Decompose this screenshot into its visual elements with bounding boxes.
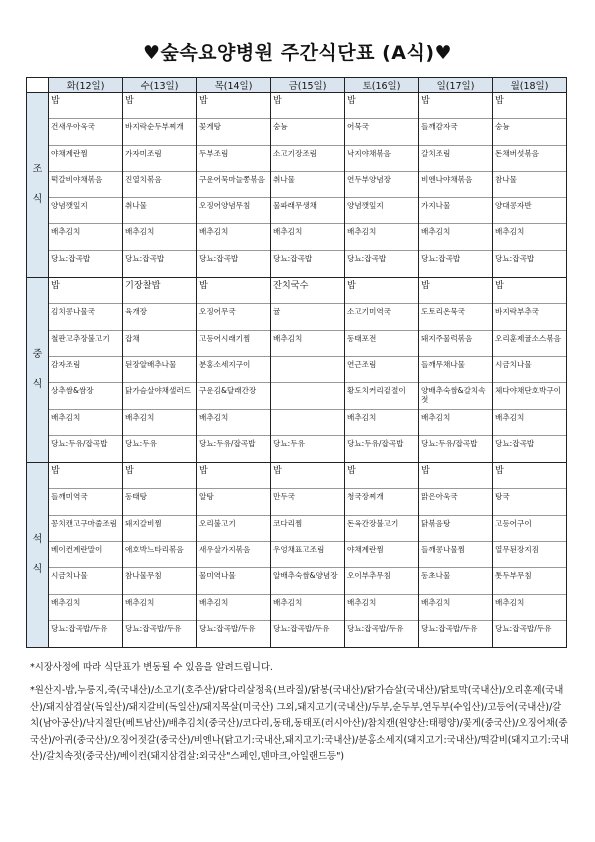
menu-item: 시금치나물 xyxy=(49,568,122,594)
menu-item: 밥 xyxy=(197,93,270,119)
menu-item: 비엔나야채볶음 xyxy=(419,172,492,198)
menu-item: 소고기미역국 xyxy=(345,304,418,330)
menu-item: 밥 xyxy=(345,278,418,304)
menu-item: 당뇨:잡곡밥/두유 xyxy=(421,623,478,633)
menu-item: 알탕 xyxy=(197,489,270,515)
menu-cell xyxy=(419,93,493,278)
menu-item: 당뇨:잡곡밥/두유 xyxy=(273,623,330,633)
meal-label-char: 중 xyxy=(32,349,43,361)
menu-item: 오이부추무침 xyxy=(345,568,418,594)
menu-cell xyxy=(419,463,493,648)
menu-item: 물파래무생채 xyxy=(271,198,344,224)
menu-item: 당뇨:두유 xyxy=(273,438,305,448)
meal-label-char: 식 xyxy=(32,379,43,391)
menu-item: 청국장찌개 xyxy=(345,489,418,515)
menu-item: 밥 xyxy=(197,463,270,489)
menu-item: 떡갈비야채볶음 xyxy=(49,172,122,198)
day-header: 목(14일) xyxy=(197,78,271,93)
menu-item: 들깨무채나물 xyxy=(419,357,492,383)
menu-item: 감자조림 xyxy=(49,357,122,383)
menu-item: 당뇨:두유/잡곡밥 xyxy=(421,438,478,448)
menu-item: 건새우아욱국 xyxy=(49,119,122,145)
menu-item: 만두국 xyxy=(271,489,344,515)
menu-cell xyxy=(197,278,271,463)
menu-item: 밥 xyxy=(123,93,196,119)
menu-cell xyxy=(271,93,345,278)
menu-item: 어묵국 xyxy=(345,119,418,145)
menu-item xyxy=(271,357,344,383)
day-header: 토(16일) xyxy=(345,78,419,93)
meal-label xyxy=(27,93,49,278)
menu-item: 낙지야채볶음 xyxy=(345,146,418,172)
menu-item: 배추김치 xyxy=(419,595,492,621)
menu-item: 돼지주물럭볶음 xyxy=(419,331,492,357)
menu-item: 양념깻잎지 xyxy=(49,198,122,224)
menu-item: 밥 xyxy=(419,463,492,489)
menu-item: 당뇨:잡곡밥 xyxy=(125,253,165,263)
menu-item: 배추김치 xyxy=(123,410,196,436)
menu-item: 가자미조림 xyxy=(123,146,196,172)
menu-cell xyxy=(197,463,271,648)
menu-item: 당뇨:잡곡밥 xyxy=(347,253,387,263)
menu-item: 구운어묵마늘쫑볶음 xyxy=(197,172,270,198)
menu-item: 배추김치 xyxy=(49,410,122,436)
menu-item: 김치콩나물국 xyxy=(49,304,122,330)
change-notice: *시장사정에 따라 식단표가 변동될 수 있음을 알려드립니다. xyxy=(30,662,273,673)
menu-item: 밥 xyxy=(493,278,566,304)
menu-item: 진열치볶음 xyxy=(123,172,196,198)
menu-item: 된장알배추나물 xyxy=(123,357,196,383)
menu-item: 배추김치 xyxy=(271,595,344,621)
menu-item: 바지락순두부찌개 xyxy=(123,119,196,145)
menu-item: 당뇨:두유 xyxy=(125,438,157,448)
menu-item: 기장찰밥 xyxy=(123,278,196,304)
menu-item: 코다리찜 xyxy=(271,516,344,542)
menu-item: 취나물 xyxy=(271,172,344,198)
menu-item: 배추김치 xyxy=(493,595,566,621)
menu-item: 꽁치캔고구마줄조림 xyxy=(49,516,122,542)
menu-cell xyxy=(123,463,197,648)
menu-item: 새우살가지볶음 xyxy=(197,542,270,568)
menu-item: 가지나물 xyxy=(419,198,492,224)
menu-cell xyxy=(49,278,123,463)
menu-item: 체다야채단호박구이 xyxy=(493,383,566,409)
menu-item: 돈채버섯볶음 xyxy=(493,146,566,172)
menu-item: 밥 xyxy=(271,463,344,489)
menu-cell xyxy=(493,278,567,463)
menu-item: 톳두부무침 xyxy=(493,568,566,594)
menu-cell xyxy=(49,463,123,648)
menu-item: 오징어양념무침 xyxy=(197,198,270,224)
menu-item: 알배추숙쌈&양념장 xyxy=(271,568,344,594)
menu-item: 당뇨:잡곡밥 xyxy=(199,253,239,263)
meal-row xyxy=(27,278,567,463)
menu-item: 양념깻잎지 xyxy=(345,198,418,224)
meal-row xyxy=(27,463,567,648)
menu-item: 당뇨:잡곡밥 xyxy=(495,253,535,263)
menu-item: 들깨콩나물찜 xyxy=(419,542,492,568)
menu-item: 당뇨:잡곡밥 xyxy=(495,438,535,448)
menu-cell xyxy=(123,278,197,463)
menu-item: 잡채 xyxy=(123,331,196,357)
menu-item: 동태포전 xyxy=(345,331,418,357)
menu-item: 물미역나물 xyxy=(197,568,270,594)
menu-item: 갈치조림 xyxy=(419,146,492,172)
menu-item: 베이컨계란말이 xyxy=(49,542,122,568)
menu-item: 배추김치 xyxy=(123,224,196,250)
menu-item: 귤 xyxy=(271,304,344,330)
menu-item xyxy=(271,410,344,436)
menu-item: 밥 xyxy=(493,93,566,119)
menu-item: 고등어구이 xyxy=(493,516,566,542)
menu-item: 배추김치 xyxy=(197,595,270,621)
menu-item: 야채계란찜 xyxy=(49,146,122,172)
meal-label-char: 석 xyxy=(32,534,43,546)
menu-item: 들깨감자국 xyxy=(419,119,492,145)
menu-item: 고등어시래기찜 xyxy=(197,331,270,357)
menu-item: 시금치나물 xyxy=(493,357,566,383)
menu-item: 취나물 xyxy=(123,198,196,224)
menu-item: 연두부양념장 xyxy=(345,172,418,198)
menu-item: 분홍소세지구이 xyxy=(197,357,270,383)
menu-item: 돈육간장불고기 xyxy=(345,516,418,542)
menu-item: 철판고추장불고기 xyxy=(49,331,122,357)
menu-item: 바지락부추국 xyxy=(493,304,566,330)
day-header: 월(18일) xyxy=(493,78,567,93)
day-header: 금(15일) xyxy=(271,78,345,93)
menu-item: 황도치커리겉절이 xyxy=(345,383,418,409)
menu-cell xyxy=(419,278,493,463)
menu-item: 배추김치 xyxy=(197,224,270,250)
day-header: 일(17일) xyxy=(419,78,493,93)
menu-item: 밥 xyxy=(49,278,122,304)
menu-item: 돼지갈비찜 xyxy=(123,516,196,542)
menu-item: 닭볶음탕 xyxy=(419,516,492,542)
menu-item: 배추김치 xyxy=(345,595,418,621)
origin-notice: *원산지-밥,누룽지,죽(국내산)/소고기(호주산)/닭다리살정육(브라질)/닭봉(국내산)/닭가슴살(국내산)/닭토막(국내산)/오리훈제(국내산)/돼지삼겹살(독일산)/돼지갈비(독일산)/돼지목살(미국산) 그외,돼지고기(국내산)/두부,순두부,연두부(수입산)/고등어(국내산)/갈치(남아공산)/낙지절단(베트남산)/배추김치(중국산)/코다리,동태,동태포(러시아산)/참치캔(원양산:태평양)/꽃게(중국산)/오징어채(중국산)/아귀(중국산)/오징어젓갈(중국산)/비엔나(닭고기:국내산,돼지고기:국내산)/분홍소세지(돼지고기:국내산)/떡갈비(돼지고기:국내산)/갈치속젓(중국산)/베이컨(돼지삼겹살:외국산"스페인,덴마크,아일랜드등") xyxy=(30,685,569,762)
menu-item: 참나물 xyxy=(493,172,566,198)
menu-item: 당뇨:잡곡밥/두유 xyxy=(125,623,182,633)
menu-item: 잔치국수 xyxy=(271,278,344,304)
menu-item: 당뇨:잡곡밥/두유 xyxy=(199,623,256,633)
menu-cell xyxy=(271,463,345,648)
menu-item: 당뇨:두유/잡곡밥 xyxy=(199,438,256,448)
menu-item: 당뇨:잡곡밥/두유 xyxy=(495,623,552,633)
meal-label xyxy=(27,278,49,463)
menu-item: 탕국 xyxy=(493,489,566,515)
menu-item: 밥 xyxy=(493,463,566,489)
meal-row xyxy=(27,93,567,278)
menu-item: 배추김치 xyxy=(345,224,418,250)
header-corner xyxy=(27,78,49,93)
menu-cell xyxy=(271,278,345,463)
menu-item: 우엉채표고조림 xyxy=(271,542,344,568)
menu-item: 동태탕 xyxy=(123,489,196,515)
menu-item: 당뇨:잡곡밥 xyxy=(273,253,313,263)
menu-item: 당뇨:두유/잡곡밥 xyxy=(51,438,108,448)
menu-item: 밥 xyxy=(49,463,122,489)
menu-item: 밥 xyxy=(419,93,492,119)
menu-item: 밥 xyxy=(49,93,122,119)
menu-item: 배추김치 xyxy=(419,410,492,436)
menu-item: 동초나물 xyxy=(419,568,492,594)
menu-item: 밥 xyxy=(345,93,418,119)
meal-label-char: 식 xyxy=(32,564,43,576)
menu-item: 연근조림 xyxy=(345,357,418,383)
menu-item: 배추김치 xyxy=(49,595,122,621)
menu-item: 배추김치 xyxy=(271,331,344,357)
menu-item: 밥 xyxy=(419,278,492,304)
menu-item: 도토리온묵국 xyxy=(419,304,492,330)
day-header-row xyxy=(27,78,567,93)
menu-item: 육개장 xyxy=(123,304,196,330)
day-header: 수(13일) xyxy=(123,78,197,93)
menu-item: 밥 xyxy=(123,463,196,489)
menu-item: 밥 xyxy=(197,278,270,304)
menu-cell xyxy=(197,93,271,278)
menu-item: 배추김치 xyxy=(49,224,122,250)
menu-cell xyxy=(345,93,419,278)
menu-item: 양배추숙쌈&갈치속젓 xyxy=(419,383,492,409)
menu-item: 꽃게탕 xyxy=(197,119,270,145)
menu-item: 닭가슴살야채샐러드 xyxy=(123,383,196,409)
menu-item: 밥 xyxy=(271,93,344,119)
menu-item: 배추김치 xyxy=(419,224,492,250)
menu-item: 오징어무국 xyxy=(197,304,270,330)
menu-item: 열무된장지짐 xyxy=(493,542,566,568)
menu-item: 배추김치 xyxy=(197,410,270,436)
menu-item: 맑은아욱국 xyxy=(419,489,492,515)
menu-item: 오리불고기 xyxy=(197,516,270,542)
menu-item: 야채계란찜 xyxy=(345,542,418,568)
menu-cell xyxy=(493,93,567,278)
menu-item: 배추김치 xyxy=(271,224,344,250)
page-title: ♥숲속요양병원 주간식단표 (A식)♥ xyxy=(142,42,453,64)
menu-item: 상추쌈&쌈장 xyxy=(49,383,122,409)
weekly-menu-table xyxy=(26,77,567,648)
menu-item: 배추김치 xyxy=(123,595,196,621)
menu-item: 당뇨:잡곡밥 xyxy=(51,253,91,263)
menu-cell xyxy=(493,463,567,648)
meal-label-char: 조 xyxy=(32,164,43,176)
menu-item: 배추김치 xyxy=(493,410,566,436)
menu-item: 당뇨:잡곡밥 xyxy=(421,253,461,263)
menu-item: 소고기장조림 xyxy=(271,146,344,172)
menu-item: 밥 xyxy=(345,463,418,489)
menu-item: 배추김치 xyxy=(493,224,566,250)
menu-cell xyxy=(345,278,419,463)
menu-item: 당뇨:잡곡밥/두유 xyxy=(347,623,404,633)
menu-item: 두부조림 xyxy=(197,146,270,172)
menu-cell xyxy=(123,93,197,278)
menu-item: 양대콩자반 xyxy=(493,198,566,224)
meal-label xyxy=(27,463,49,648)
menu-cell xyxy=(49,93,123,278)
menu-item: 숭늉 xyxy=(271,119,344,145)
menu-item: 애호박느타리볶음 xyxy=(123,542,196,568)
day-header: 화(12일) xyxy=(49,78,123,93)
menu-item xyxy=(271,383,344,409)
menu-item: 참나물무침 xyxy=(123,568,196,594)
menu-item: 오리훈제귤소스볶음 xyxy=(493,331,566,357)
menu-item: 구운김&달래간장 xyxy=(197,383,270,409)
meal-label-char: 식 xyxy=(32,194,43,206)
menu-item: 당뇨:두유/잡곡밥 xyxy=(347,438,404,448)
menu-item: 숭늉 xyxy=(493,119,566,145)
menu-cell xyxy=(345,463,419,648)
menu-item: 들깨미역국 xyxy=(49,489,122,515)
menu-item: 배추김치 xyxy=(345,410,418,436)
menu-item: 당뇨:잡곡밥/두유 xyxy=(51,623,108,633)
